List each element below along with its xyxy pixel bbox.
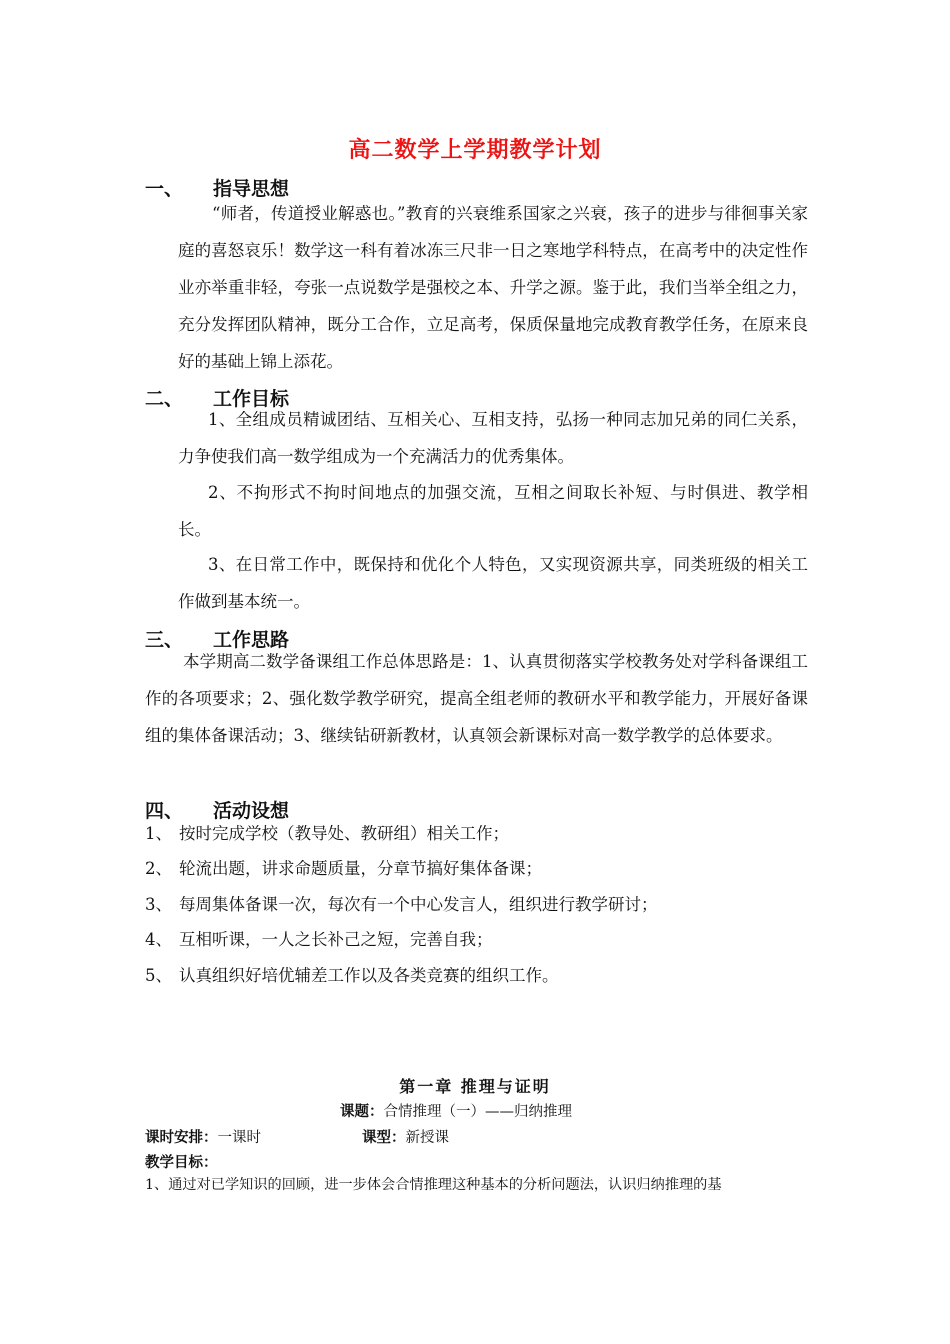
lesson-type xyxy=(362,1126,449,1147)
list-item xyxy=(145,962,559,986)
type-label: 课型： xyxy=(362,1130,406,1146)
list-item xyxy=(145,855,542,879)
list-number: 3、 xyxy=(145,895,172,914)
topic-value: 合情推理（一）——归纳推理 xyxy=(383,1104,572,1120)
section-title: 工作目标 xyxy=(213,388,290,410)
section-title: 活动设想 xyxy=(213,800,290,822)
list-text: 每周集体备课一次，每次有一个中心发言人，组织进行教学研讨； xyxy=(179,895,658,914)
goals-heading xyxy=(145,1151,218,1172)
section-3-paragraph: 本学期高二数学备课组工作总体思路是：1、认真贯彻落实学校教务处对学科备课组工作的各项要求；2、强化数学教学研究，提高全组老师的教研水平和教学能力，开展好备课组的集体备课活动；3、继续钻研新教材，认真领会新课标对高一数学教学的总体要求。 xyxy=(145,652,808,745)
list-number: 4、 xyxy=(145,930,172,949)
lesson-topic xyxy=(340,1100,572,1121)
section-title: 指导思想 xyxy=(213,178,290,200)
section-number: 三、 xyxy=(145,629,184,651)
hours-value: 一课时 xyxy=(217,1130,261,1146)
goals-label: 教学目标： xyxy=(145,1155,218,1171)
section-1-paragraph: “师者，传道授业解惑也。”教育的兴衰维系国家之兴衰，孩子的进步与徘徊事关家庭的喜怒哀乐！数学这一科有着冰冻三尺非一日之寒地学科特点，在高考中的决定性作业亦举重非轻，夸张一点说数学是强校之本、升学之源。鉴于此，我们当举全组之力，充分发挥团队精神，既分工合作，立足高考，保质保量地完成教育教学任务，在原来良好的基础上锦上添花。 xyxy=(178,204,808,371)
type-value: 新授课 xyxy=(405,1130,449,1146)
list-item xyxy=(145,926,493,950)
section-number: 四、 xyxy=(145,800,184,822)
chapter-title: 第一章 推理与证明 xyxy=(399,1077,551,1096)
list-text: 轮流出题，讲求命题质量，分章节搞好集体备课； xyxy=(179,859,542,878)
section-heading-4 xyxy=(145,796,289,822)
list-text: 认真组织好培优辅差工作以及各类竞赛的组织工作。 xyxy=(179,966,559,985)
section-number: 一、 xyxy=(145,178,184,200)
list-number: 5、 xyxy=(145,966,172,985)
section-2-paragraph-1: 1、全组成员精诚团结、互相关心、互相支持，弘扬一种同志加兄弟的同仁关系，力争使我们高一数学组成为一个充满活力的优秀集体。 xyxy=(178,410,808,466)
section-2-paragraph-2: 2、不拘形式不拘时间地点的加强交流，互相之间取长补短、与时俱进、教学相长。 xyxy=(178,483,808,539)
section-number: 二、 xyxy=(145,388,184,410)
list-number: 2、 xyxy=(145,859,172,878)
topic-label: 课题： xyxy=(340,1104,384,1120)
list-number: 1、 xyxy=(145,824,172,843)
list-item xyxy=(145,820,509,844)
section-title: 工作思路 xyxy=(213,629,290,651)
section-2-paragraph-3: 3、在日常工作中，既保持和优化个人特色，又实现资源共享，同类班级的相关工作做到基本统一。 xyxy=(178,555,808,611)
list-text: 按时完成学校（教导处、教研组）相关工作； xyxy=(179,824,509,843)
page-title: 高二数学上学期教学计划 xyxy=(348,138,602,163)
hours-label: 课时安排： xyxy=(145,1130,218,1146)
list-item xyxy=(145,891,658,915)
lesson-hours xyxy=(145,1126,261,1147)
goal-item-1: 1、通过对已学知识的回顾，进一步体会合情推理这种基本的分析问题法，认识归纳推理的基 xyxy=(145,1177,722,1193)
list-text: 互相听课，一人之长补己之短，完善自我； xyxy=(179,930,493,949)
